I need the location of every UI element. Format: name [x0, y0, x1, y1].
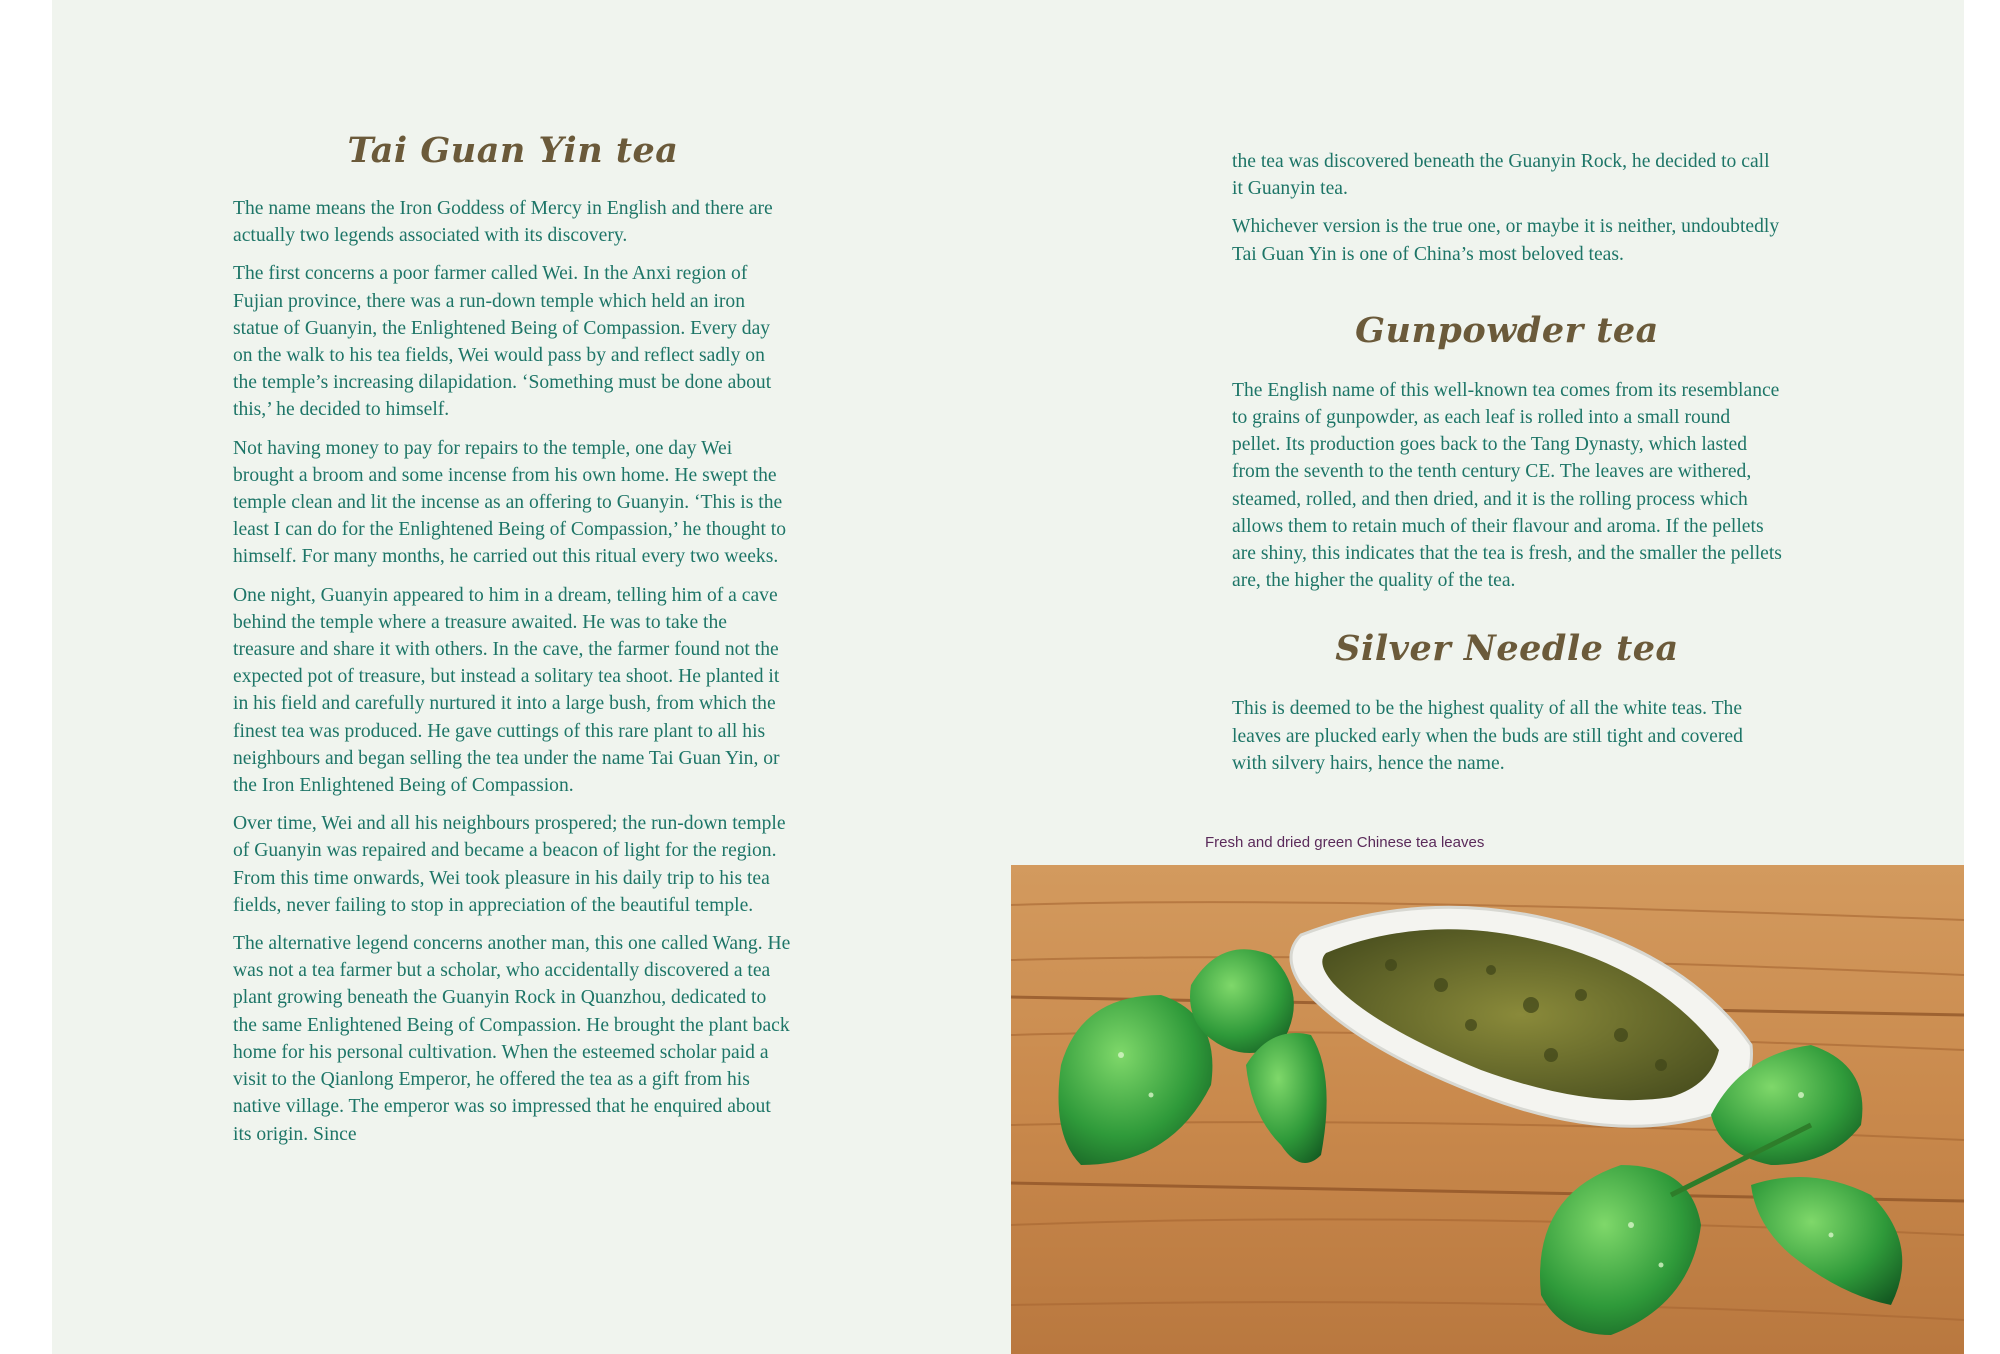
paragraph: One night, Guanyin appeared to him in a dream, telling him of a cave behind the temple where a treasure awaited. He was to take the treasure and share it with others. In the cave, the farmer found not the expected pot of treasure, but instead a solitary tea shoot. He planted it in his field and carefully nurtured it into a large bush, from which the finest tea was produced. He gave cuttings of this rare plant to all his neighbours and began selling the tea under the name Tai Guan Yin, or the Iron Enlightened Being of Compassion. [233, 584, 780, 797]
heading-silver-needle: Silver Needle tea [1335, 628, 1679, 670]
paragraph: This is deemed to be the highest quality of all the white teas. The leaves are plucked early when the buds are still tight and covered with silvery hairs, hence the name. [1232, 698, 1743, 774]
paragraph: Not having money to pay for repairs to the temple, one day Wei brought a broom and some incense from his own home. He swept the temple clean and lit the incense as an offering to Guanyin. ‘This is the least I can do for the Enlightened Being of Compassion,’ he thought to himself. For many months, he carried out this ritual every two weeks. [233, 437, 787, 568]
paragraph: The alternative legend concerns another man, this one called Wang. He was not a tea farmer but a scholar, who accidentally discovered a tea plant growing beneath the Guanyin Rock in Quanzhou, dedicated to the same Enlightened Being of Compassion. He brought the plant back home for his personal cultivation. When the esteemed scholar paid a visit to the Qianlong Emperor, he offered the tea as a gift from his native village. The emperor was so impressed that he enquired about its origin. Since [233, 933, 791, 1145]
photo-caption: Fresh and dried green Chinese tea leaves [1205, 834, 1485, 851]
paragraph: the tea was discovered beneath the Guanyin Rock, he decided to call it Guanyin tea. [1232, 151, 1770, 200]
heading-tai-guan-yin: Tai Guan Yin tea [347, 130, 679, 171]
paragraph: Over time, Wei and all his neighbours prospered; the run-down temple of Guanyin was repaired and became a beacon of light for the region. From this time onwards, Wei took pleasure in his daily trip to his tea fields, never failing to stop in appreciation of the beautiful temple. [233, 813, 786, 916]
left-page-column [233, 130, 793, 1159]
right-page-column [1232, 148, 1782, 788]
paragraph: The name means the Iron Goddess of Mercy in English and there are actually two legends associated with its discovery. [233, 198, 773, 247]
paragraph: The first concerns a poor farmer called Wei. In the Anxi region of Fujian province, there was a run-down temple which held an iron statue of Guanyin, the Enlightened Being of Compassion. Every day on the walk to his tea fields, Wei would pass by and reflect sadly on the temple’s increasing dilapidation. ‘Something must be done about this,’ he decided to himself. [233, 263, 772, 421]
paragraph: Whichever version is the true one, or maybe it is neither, undoubtedly Tai Guan Yin is one of China’s most beloved teas. [1232, 216, 1780, 265]
paragraph: The English name of this well-known tea comes from its resemblance to grains of gunpowder, as each leaf is rolled into a small round pellet. Its production goes back to the Tang Dynasty, which lasted from the seventh to the tenth century CE. The leaves are withered, steamed, rolled, and then dried, and it is the rolling process which allows them to retain much of their flavour and aroma. If the pellets are shiny, this indicates that the tea is fresh, and the smaller the pellets are, the higher the quality of the tea. [1232, 379, 1782, 592]
tea-leaves-photo [1011, 865, 1964, 1354]
heading-gunpowder: Gunpowder tea [1355, 309, 1659, 351]
